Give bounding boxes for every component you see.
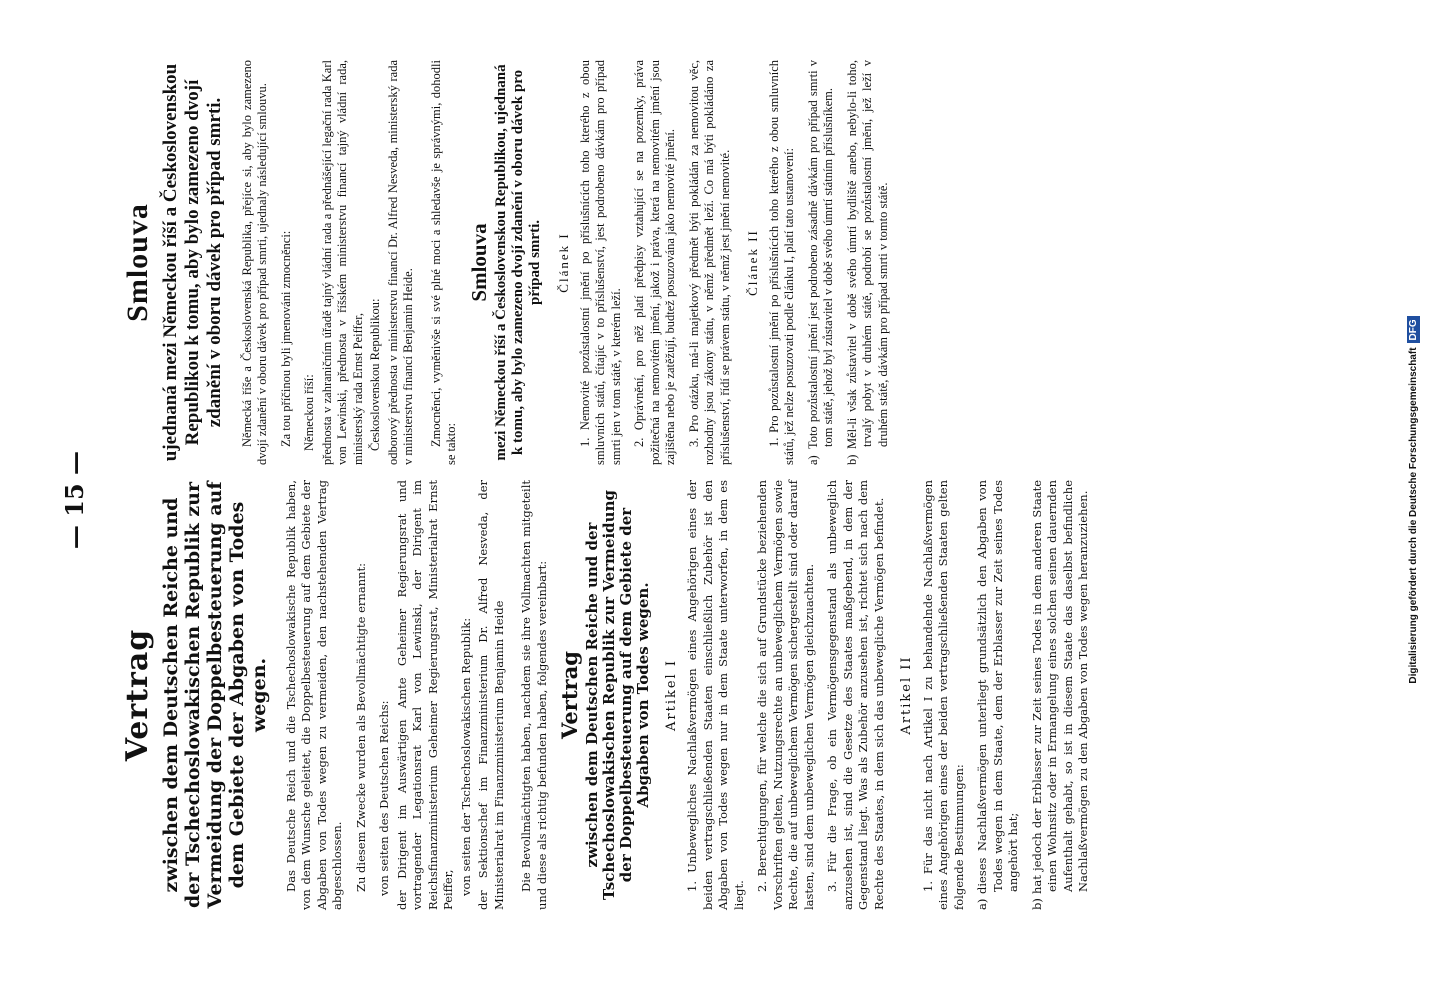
item-text: dieses Nachlaßvermögen unterliegt grundsätzlich den Abgaben von Todes wegen in dem Staate, dem der Erblasser zur Zeit seines Todes angehört hat;	[975, 480, 1020, 894]
german-subtitle: zwischen dem Deutschen Reiche und der Tschechoslowakischen Republik zur Vermeidung der Doppelbesteuerung auf dem Gebiete der Abgaben von Todes wegen.	[159, 481, 270, 909]
german-article-2-para-1: 1. Für das nicht nach Artikel I zu behandelnde Nachlaßvermögen eines Angehörigen eines der beiden vertragschließenden Staaten gelten folgende Bestimmungen:	[920, 480, 966, 910]
german-article-1-para-2: 2. Berechtigungen, für welche die sich auf Grundstücke beziehenden Vorschriften gelten, Nutzungsrechte an unbeweglichem Vermögen sowie Rechte, die auf unbeweglichem Vermögen sichergestellt sind oder darauf lasten, sind dem unbeweglichen Vermögen gleichzuachten.	[755, 480, 816, 910]
czech-tsch-names: odborový přednosta v ministerstvu financí Dr. Alfred Nesveda, ministerský rada v ministerstvu financí Benjamin Heide.	[385, 60, 415, 465]
german-article-1-heading: Artikel I	[663, 659, 679, 731]
dfg-logo: DFG	[1407, 316, 1420, 343]
german-reich-label: von seiten des Deutschen Reichs:	[377, 700, 391, 896]
czech-article-2-item-b	[845, 60, 892, 465]
item-label: b)	[1029, 898, 1044, 910]
german-tsch-label: von seiten der Tschechoslowakischen Republik:	[458, 617, 473, 896]
german-article-2-heading: Artikel II	[899, 655, 914, 735]
czech-subtitle-2: mezi Německou říší a Československou Republikou, ujednaná k tomu, aby bylo zamezeno dvojí zdanění v oboru dávek pro případ smrti.	[493, 64, 543, 461]
czech-title: Smlouva	[121, 203, 154, 322]
czech-article-1-para-2: 2. Oprávnění, pro něž platí předpisy vztahující se na pozemky, práva požitečná na nemovitém jmění, jakož i práva, která na nemovitém jmění jsou zajištěna nebo je zatěžují, budtež posuzována jako nemovité jmění.	[632, 60, 677, 465]
czech-column	[120, 60, 899, 465]
item-label: a)	[805, 455, 820, 465]
german-article-1-para-3: 3. Für die Frage, ob ein Vermögensgegenstand als unbeweglich anzusehen ist, sind die Gesetze des Staates maßgebend, in dem der Gegenstand liegt. Was als Zubehör anzusehen ist, richtet sich nach dem Rechte des Staates, in dem sich das unbewegliche Vermögen befindet.	[825, 480, 886, 910]
credit-text: Digitalisierung gefördert durch die Deutsche Forschungsgemeinschaft	[1408, 347, 1419, 684]
item-text: Toto pozůstalostní jmění jest podrobeno zásadně dávkám pro případ smrti v tom státě, jehož byl zůstavitel v době svého úmrtí státním příslušníkem.	[805, 60, 835, 449]
czech-article-1-heading: Článek I	[556, 232, 571, 293]
czech-agreement: Zmocněnci, vyměnivše si své plné moci a shledavše je správnými, dohodli se takto:	[428, 60, 458, 465]
item-label: b)	[844, 454, 859, 465]
german-agreement: Die Bevollmächtigten haben, nachdem sie ihre Vollmachten mitgeteilt und diese als richtig befunden haben, folgendes vereinbart:	[519, 480, 549, 910]
czech-article-1-para-3: 3. Pro otázku, má-li majetkový předmět býti pokládán za nemovitou věc, rozhodny jsou zákony státu, v němž předmět leží. Co má býti pokládáno za příslušenství, řídí se právem státu, v němž jest jmění nemovité.	[686, 60, 732, 465]
german-tsch-names: der Sektionschef im Finanzministerium Dr. Alfred Nesveda, der Ministerialrat im Finanzministerium Benjamin Heide	[476, 480, 506, 910]
czech-article-2-para-1: 1. Pro pozůstalostní jmění po příslušnících toho kterého z obou smluvních států, jež nelze posuzovati podle článku I, platí tato ustanovení:	[766, 60, 796, 465]
czech-tsch-label: Československou Republikou:	[368, 298, 382, 451]
german-title: Vertrag	[120, 628, 155, 762]
german-preamble: Das Deutsche Reich und die Tschechoslowakische Republik haben, von dem Wunsche geleitet, die Doppelbesteuerung auf dem Gebiete der Abgaben von Todes wegen zu vermeiden, den nachstehenden Vertrag abgeschlossen.	[283, 480, 344, 910]
czech-appointment: Za tou příčinou byli jmenováni zmocněnci:	[278, 230, 293, 447]
german-article-2-item-b	[1030, 480, 1092, 910]
digitization-credit	[1408, 0, 1419, 1000]
german-article-1-para-1: 1. Unbewegliches Nachlaßvermögen eines Angehörigen eines der beiden vertragschließenden Staaten einschließlich Zubehör ist den Abgaben von Todes wegen nur in dem Staate unterworfen, in dem es liegt.	[685, 480, 746, 910]
page-number: — 15 —	[60, 450, 89, 550]
czech-article-2-heading: Článek II	[745, 229, 760, 296]
czech-preamble: Německá říše a Československá Republika, přejíce si, aby bylo zamezeno dvojí zdanění v oboru dávek pro případ smrti, ujednaly následující smlouvu.	[239, 60, 269, 465]
german-appointment: Zu diesem Zwecke wurden als Bevollmächtigte ernannt:	[353, 562, 368, 892]
czech-reich-names: přednosta v zahraničním úřadě tajný vládní rada a přednášející legační rada Karl von Lewinski, přednosta v říšském ministerstvu financí tajný vládní rada, ministerský rada Ernst Peiffer,	[319, 60, 365, 465]
german-subtitle-2: zwischen dem Deutschen Reiche und der Tschechoslowakischen Republik zur Vermeidung der Doppelbesteuerung auf dem Gebiete der Abgaben von Todes wegen.	[582, 490, 652, 900]
german-title-2: Vertrag	[557, 651, 582, 739]
item-text: hat jedoch der Erblasser zur Zeit seines Todes in dem anderen Staate einen Wohnsitz oder in Ermangelung eines solchen seinen dauernden Aufenthalt gehabt, so ist in diesem Staate das daselbst befindliche Nachlaßvermögen zu den Abgaben von Todes wegen heranzuziehen.	[1029, 480, 1090, 894]
item-text: Měl-li však zůstavitel v době svého úmrtí bydliště anebo, nebylo-li toho, trvalý pobyt v druhém státě, podrobí se pozůstalostní jmění, jež leží v druhém státě, dávkám pro případ smrti v tomto státě.	[844, 60, 890, 449]
czech-article-1-para-1: 1. Nemovité pozůstalostní jmění po příslušnících toho kterého z obou smluvních států, čítajíc v to příslušenství, jest podrobeno dávkám pro případ smrti jen v tom státě, v kterém leží.	[577, 60, 623, 465]
german-reich-names: der Dirigent im Auswärtigen Amte Geheimer Regierungsrat und vortragender Legationsrat Karl von Lewinski, der Dirigent im Reichsfinanzministerium Geheimer Regierungsrat, Ministerialrat Ernst Peiffer,	[394, 480, 455, 910]
czech-title-2: Smlouva	[466, 223, 491, 302]
item-label: a)	[975, 898, 989, 910]
german-article-2-item-a	[975, 480, 1022, 910]
czech-subtitle: ujednaná mezi Německou říší a Československou Republikou k tomu, aby bylo zamezeno dvojí zdanění v oboru dávek pro případ smrti.	[159, 63, 225, 462]
czech-reich-label: Německou říší:	[302, 374, 316, 451]
czech-article-2-item-a	[806, 60, 837, 465]
german-column	[120, 480, 1100, 910]
